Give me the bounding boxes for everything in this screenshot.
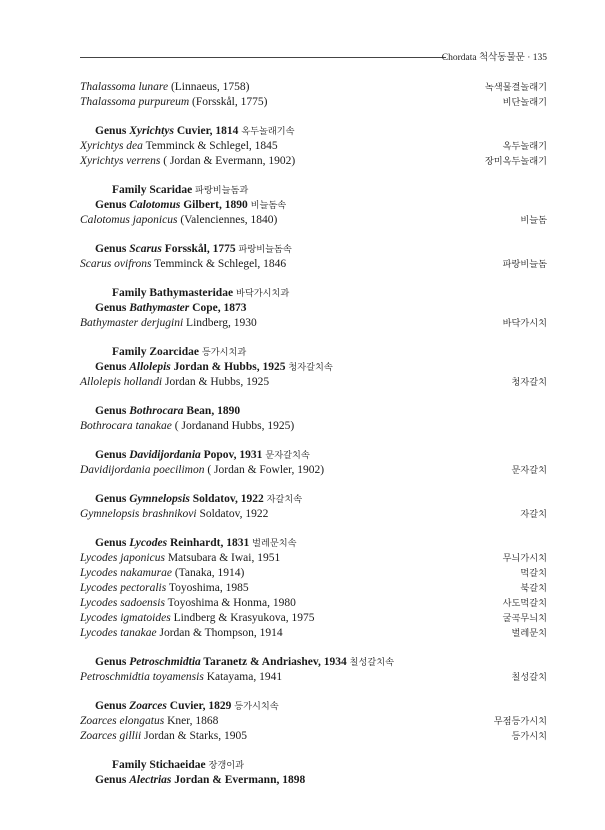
korean-name: 무점등가시치 — [493, 716, 547, 727]
species-line — [80, 154, 547, 169]
taxon-group — [80, 80, 547, 110]
authority: Soldatov, 1922 — [189, 493, 264, 505]
korean-name: 자갈치속 — [266, 494, 303, 505]
taxon-group — [80, 448, 547, 478]
species-line — [80, 670, 547, 685]
genus-line — [80, 492, 547, 507]
scientific-name: Calotomus japonicus — [80, 214, 178, 226]
rank-label: Genus — [95, 656, 130, 668]
species-line — [80, 626, 547, 641]
authority: Jordan & Starks, 1905 — [141, 730, 247, 742]
species-line — [80, 316, 547, 331]
korean-name: 북갈치 — [520, 583, 547, 594]
korean-name: 굴곡무늬치 — [502, 613, 547, 624]
authority: Jordan & Hubbs, 1925 — [162, 376, 270, 388]
korean-name: 등가시치속 — [234, 701, 279, 712]
scientific-name: Xyrichtys verrens — [80, 155, 161, 167]
rank-label: Genus — [95, 199, 130, 211]
authority: Kner, 1868 — [164, 715, 219, 727]
genus-line — [80, 242, 547, 257]
scientific-name: Zoarces gillii — [80, 730, 142, 742]
authority: (Tanaka, 1914) — [171, 567, 245, 579]
authority: (Linnaeus, 1758) — [168, 81, 250, 93]
authority: (Forsskål, 1775) — [189, 96, 268, 108]
rank-label: Genus — [95, 537, 130, 549]
rank-label: Genus — [95, 302, 130, 314]
scientific-name: Davidijordania poecilimon — [80, 464, 205, 476]
authority: Cope, 1873 — [189, 302, 247, 314]
authority: Temminck & Schlegel, 1845 — [142, 140, 278, 152]
species-line — [80, 375, 547, 390]
korean-name: 벌레문치 — [511, 628, 547, 639]
korean-name: 자갈치 — [520, 509, 547, 520]
korean-name: 등가시치과 — [201, 347, 247, 358]
species-line — [80, 581, 547, 596]
rank-label: Genus — [95, 493, 130, 505]
korean-name: 먹갈치 — [520, 568, 547, 579]
family-line — [80, 286, 547, 301]
genus-line — [80, 301, 547, 316]
korean-name: 장갱이과 — [208, 760, 244, 771]
scientific-name: Bothrocara tanakae — [80, 420, 172, 432]
authority: Jordan & Hubbs, 1925 — [170, 361, 286, 373]
korean-name: 문자갈치속 — [265, 450, 310, 461]
scientific-name: Thalassoma lunare — [80, 81, 169, 93]
taxon-group — [80, 699, 547, 744]
korean-name: 칠성갈치속 — [349, 657, 395, 668]
rank-label: Genus — [95, 125, 130, 137]
species-line — [80, 714, 547, 729]
korean-name: 장미옥두놀래기 — [484, 156, 547, 167]
scientific-name: Petroschmidtia toyamensis — [80, 671, 204, 683]
genus-line — [80, 699, 547, 714]
authority: Cuvier, 1814 — [173, 125, 239, 137]
authority: Katayama, 1941 — [203, 671, 283, 683]
species-line — [80, 139, 547, 154]
korean-name: 청자갈치 — [511, 377, 547, 388]
genus-line — [80, 404, 547, 419]
genus-line — [80, 536, 547, 551]
species-line — [80, 80, 547, 95]
genus-line — [80, 124, 547, 139]
authority: ( Jordan & Fowler, 1902) — [204, 464, 325, 476]
header-rule — [80, 57, 446, 58]
taxon-group — [80, 492, 547, 522]
korean-name: 바닥가시치 — [502, 318, 547, 329]
korean-name: 비늘돔 — [520, 215, 547, 226]
authority: Bean, 1890 — [183, 405, 241, 417]
taxon-list — [80, 80, 547, 802]
taxon-group — [80, 758, 547, 788]
genus-name: Lycodes — [129, 537, 168, 549]
species-line — [80, 566, 547, 581]
species-line — [80, 551, 547, 566]
authority: Gilbert, 1890 — [180, 199, 248, 211]
scientific-name: Scarus ovifrons — [80, 258, 152, 270]
authority: Lindberg, 1930 — [183, 317, 257, 329]
genus-name: Petroschmidtia — [129, 656, 201, 668]
korean-name: 문자갈치 — [511, 465, 547, 476]
authority: (Valenciennes, 1840) — [177, 214, 278, 226]
rank-label: Genus — [95, 449, 130, 461]
species-line — [80, 257, 547, 272]
scientific-name: Lycodes sadoensis — [80, 597, 165, 609]
taxon-group — [80, 404, 547, 434]
genus-name: Calotomus — [129, 199, 181, 211]
authority: Jordan & Thompson, 1914 — [156, 627, 283, 639]
korean-name: 옥두놀래기속 — [241, 126, 295, 137]
authority: Soldatov, 1922 — [196, 508, 269, 520]
scientific-name: Thalassoma purpureum — [80, 96, 190, 108]
scientific-name: Zoarces elongatus — [80, 715, 165, 727]
scientific-name: Gymnelopsis brashnikovi — [80, 508, 197, 520]
korean-name: 옥두놀래기 — [502, 141, 547, 152]
korean-name: 녹색물결놀래기 — [484, 82, 547, 93]
authority: ( Jordanand Hubbs, 1925) — [171, 420, 295, 432]
running-header: Chordata 척삭동물문 · 135 — [441, 53, 547, 63]
taxon-group — [80, 536, 547, 641]
taxon-group — [80, 345, 547, 390]
authority: Temminck & Schlegel, 1846 — [151, 258, 287, 270]
species-line — [80, 419, 547, 434]
species-line — [80, 507, 547, 522]
taxon-group — [80, 286, 547, 331]
genus-name: Gymnelopsis — [129, 493, 190, 505]
korean-name: 파랑비늘돔과 — [195, 185, 249, 196]
family-name: Family Bathymasteridae — [112, 287, 234, 299]
genus-name: Alectrias — [129, 774, 172, 786]
genus-line — [80, 773, 547, 788]
korean-name: 사도먹갈치 — [502, 598, 547, 609]
genus-line — [80, 448, 547, 463]
scientific-name: Lycodes nakamurae — [80, 567, 172, 579]
family-name: Family Scaridae — [112, 184, 193, 196]
scientific-name: Lycodes pectoralis — [80, 582, 167, 594]
scientific-name: Lycodes japonicus — [80, 552, 165, 564]
rank-label: Genus — [95, 774, 130, 786]
scientific-name: Lycodes igmatoides — [80, 612, 171, 624]
scientific-name: Bathymaster derjugini — [80, 317, 184, 329]
authority: Reinhardt, 1831 — [167, 537, 250, 549]
authority: Taranetz & Andriashev, 1934 — [200, 656, 347, 668]
korean-name: 비단놀래기 — [502, 97, 547, 108]
authority: Lindberg & Krasyukova, 1975 — [170, 612, 315, 624]
rank-label: Genus — [95, 243, 130, 255]
family-name: Family Stichaeidae — [112, 759, 206, 771]
scientific-name: Xyrichtys dea — [80, 140, 143, 152]
authority: ( Jordan & Evermann, 1902) — [160, 155, 296, 167]
scientific-name: Allolepis hollandi — [80, 376, 163, 388]
scientific-name: Lycodes tanakae — [80, 627, 157, 639]
rank-label: Genus — [95, 405, 130, 417]
genus-name: Xyrichtys — [129, 125, 174, 137]
genus-name: Allolepis — [129, 361, 171, 373]
korean-name: 칠성갈치 — [511, 672, 547, 683]
taxon-group — [80, 242, 547, 272]
korean-name: 무늬가시치 — [502, 553, 547, 564]
genus-line — [80, 198, 547, 213]
genus-line — [80, 360, 547, 375]
authority: Jordan & Evermann, 1898 — [171, 774, 306, 786]
species-line — [80, 95, 547, 110]
genus-name: Bathymaster — [129, 302, 190, 314]
genus-name: Davidijordania — [129, 449, 201, 461]
species-line — [80, 213, 547, 228]
authority: Matsubara & Iwai, 1951 — [164, 552, 281, 564]
genus-name: Bothrocara — [129, 405, 184, 417]
genus-name: Zoarces — [129, 700, 167, 712]
korean-name: 벌레문치속 — [252, 538, 297, 549]
rank-label: Genus — [95, 361, 130, 373]
family-line — [80, 758, 547, 773]
taxon-group — [80, 124, 547, 169]
family-name: Family Zoarcidae — [112, 346, 199, 358]
korean-name: 파랑비늘돔 — [502, 259, 547, 270]
authority: Toyoshima, 1985 — [166, 582, 249, 594]
family-line — [80, 183, 547, 198]
authority: Popov, 1931 — [200, 449, 263, 461]
taxon-group — [80, 183, 547, 228]
korean-name: 등가시치 — [511, 731, 547, 742]
authority: Toyoshima & Honma, 1980 — [164, 597, 296, 609]
genus-line — [80, 655, 547, 670]
korean-name: 파랑비늘돔속 — [238, 244, 292, 255]
taxon-group — [80, 655, 547, 685]
authority: Forsskål, 1775 — [161, 243, 236, 255]
species-line — [80, 611, 547, 626]
korean-name: 비늘돔속 — [250, 200, 287, 211]
korean-name: 청자갈치속 — [288, 362, 333, 373]
korean-name: 바닥가시치과 — [235, 288, 290, 299]
rank-label: Genus — [95, 700, 130, 712]
species-line — [80, 596, 547, 611]
species-line — [80, 463, 547, 478]
authority: Cuvier, 1829 — [166, 700, 232, 712]
genus-name: Scarus — [129, 243, 162, 255]
family-line — [80, 345, 547, 360]
species-line — [80, 729, 547, 744]
